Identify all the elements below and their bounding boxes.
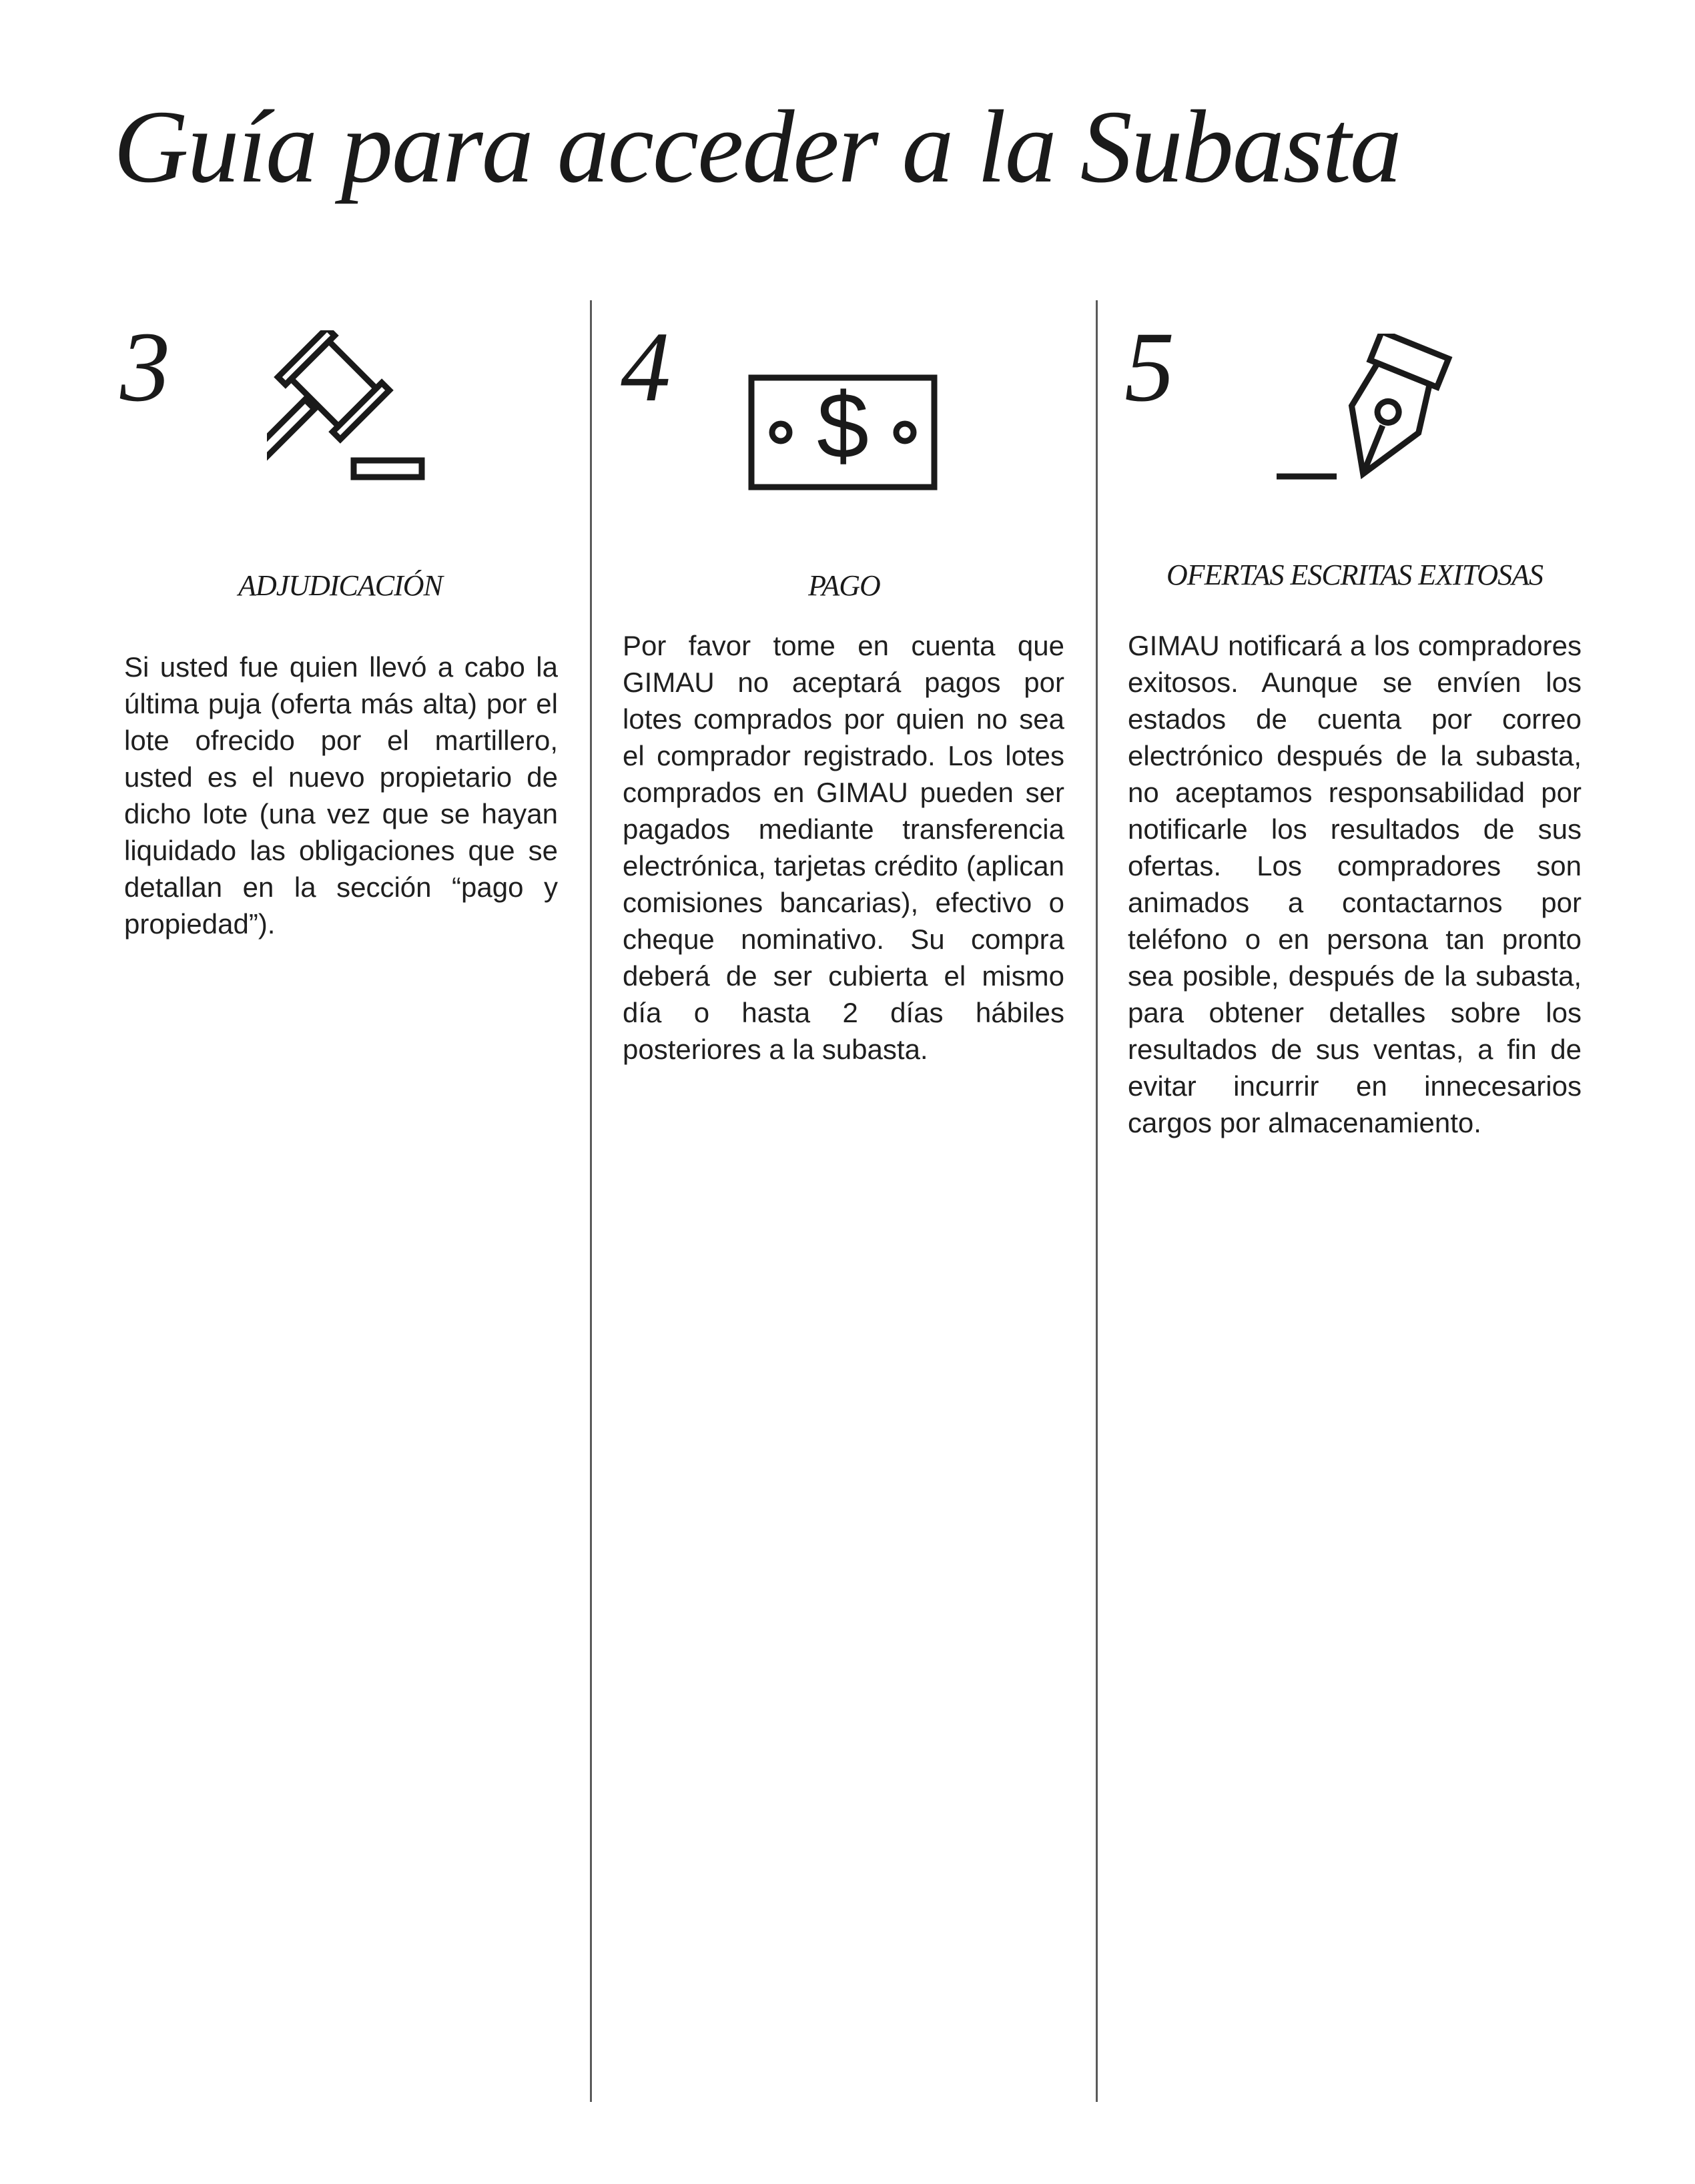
step-heading: OFERTAS ESCRITAS EXITOSAS	[1166, 559, 1544, 591]
svg-text:$: $	[817, 373, 869, 478]
gavel-icon	[267, 330, 434, 490]
step-number: 5	[1124, 312, 1174, 422]
fountain-pen-icon	[1271, 334, 1471, 494]
step-number: 4	[621, 312, 671, 422]
step-heading: ADJUDICACIÓN	[238, 569, 442, 602]
column-divider-right	[1096, 300, 1098, 2102]
column-divider-left	[590, 300, 592, 2102]
dollar-bill-icon	[746, 372, 940, 492]
step-number: 3	[120, 312, 170, 422]
step-body: GIMAU notificará a los compradores exitosos. Aunque se envíen los estados de cuenta por correo electrónico después de la subasta, no aceptamos responsabilidad por notificarle los resultados de sus ofertas. Los compradores son animados a contactarnos por teléfono o en persona tan pronto sea posible, después de la subasta, para obtener detalles sobre los resultados de sus ventas, a fin de evitar incurrir en innecesarios cargos por almacenamiento.	[1128, 630, 1582, 1138]
step-heading: PAGO	[808, 569, 880, 602]
step-body: Por favor tome en cuenta que GIMAU no aceptará pagos por lotes comprados por quien no sea el comprador registrado. Los lotes comprados en GIMAU pueden ser pagados mediante transferencia electrónica, tarjetas crédito (aplican comisiones bancarias), efectivo o cheque nominativo. Su compra deberá de ser cubierta el mismo día o hasta 2 días hábiles posteriores a la subasta.	[623, 630, 1064, 1065]
page-title: Guía para acceder a la Subasta	[113, 89, 1401, 204]
step-body: Si usted fue quien llevó a cabo la última puja (oferta más alta) por el lote ofrecido por el martillero, usted es el nuevo propietario de dicho lote (una vez que se hayan liquidado las obligaciones que se detallan en la sección “pago y propiedad”).	[124, 651, 558, 940]
